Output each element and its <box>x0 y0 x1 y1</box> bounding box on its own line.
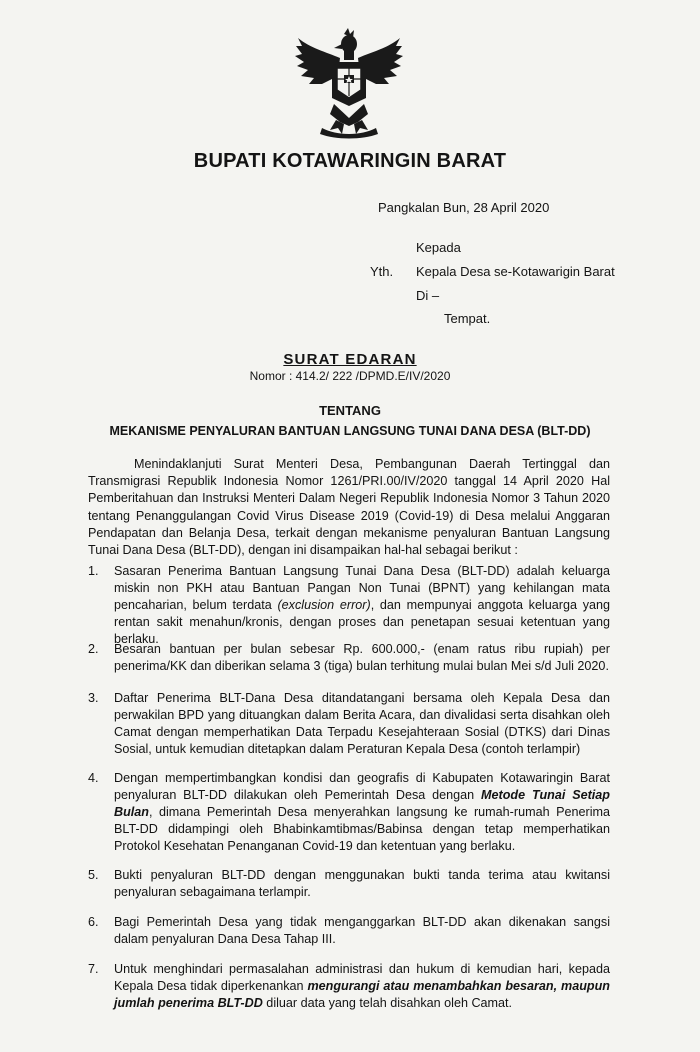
address-tempat: Tempat. <box>444 311 491 326</box>
issuer-title: BUPATI KOTAWARINGIN BARAT <box>193 150 507 172</box>
list-item: 1. Sasaran Penerima Bantuan Langsung Tunai Dana Desa (BLT-DD) adalah keluarga miskin non PKH atau Bantuan Pangan Non Tunai (BPNT) yang kehilangan mata pencaharian, belum terdata (exclusion error), dan mempunyai anggota keluarga yang rentan sakit menahun/kronis, dengan proses dan penetapan sesuai ketentuan yang berlaku. <box>88 564 611 646</box>
tentang-heading: TENTANG <box>319 403 381 418</box>
letter-title: SURAT EDARAN <box>283 351 417 368</box>
address-recipient: Kepala Desa se-Kotawarigin Barat <box>416 264 615 279</box>
letter-subject: MEKANISME PENYALURAN BANTUAN LANGSUNG TUNAI DANA DESA (BLT-DD) <box>109 424 591 438</box>
garuda-emblem-icon <box>292 28 406 140</box>
address-di: Di – <box>416 288 440 303</box>
list-item: 5. Bukti penyaluran BLT-DD dengan menggunakan bukti tanda terima atau kwitansi penyaluran sebagaimana terlampir. <box>88 868 610 899</box>
place-date: Pangkalan Bun, 28 April 2020 <box>378 200 550 215</box>
letter-number: Nomor : 414.2/ 222 /DPMD.E/IV/2020 <box>249 369 451 383</box>
address-kepada: Kepada <box>416 240 461 255</box>
intro-paragraph: Menindaklanjuti Surat Menteri Desa, Pembangunan Daerah Tertinggal dan Transmigrasi Republik Indonesia Nomor 1261/PRI.00/IV/2020 tanggal 14 April 2020 Hal Pemberitahuan dan Instruksi Menteri Dalam Negeri Republik Indonesia Nomor 3 Tahun 2020 tentang Penanggulangan Covid Virus Disease 2019 (Covid-19) di Desa melalui Anggaran Pendapatan dan Belanja Desa, terkait dengan mekanisme penyaluran Bantuan Langsung Tunai Dana Desa (BLT-DD), dengan ini disampaikan hal-hal sebagai berikut : <box>88 457 610 558</box>
list-item: 4. Dengan mempertimbangkan kondisi dan geografis di Kabupaten Kotawaringin Barat penyaluran BLT-DD dilakukan oleh Pemerintah Desa dengan Metode Tunai Setiap Bulan, dimana Pemerintah Desa menyerahkan langsung ke rumah-rumah Penerima BLT-DD didampingi oleh Bhabinkamtibmas/Babinsa dengan tetap memperhatikan Protokol Kesehatan Penanganan Covid-19 dan ketentuan yang berlaku. <box>88 771 610 853</box>
list-item: 7. Untuk menghindari permasalahan administrasi dan hukum di kemudian hari, kepada Kepala Desa tidak diperkenankan mengurangi atau menambahkan besaran, maupun jumlah penerima BLT-DD diluar data yang telah disahkan oleh Camat. <box>88 962 610 1010</box>
list-item: 2. Besaran bantuan per bulan sebesar Rp. 600.000,- (enam ratus ribu rupiah) per penerima/KK dan diberikan selama 3 (tiga) bulan terhitung mulai bulan Mei s/d Juli 2020. <box>88 642 610 673</box>
list-item: 6. Bagi Pemerintah Desa yang tidak menganggarkan BLT-DD akan dikenakan sangsi dalam penyaluran Dana Desa Tahap III. <box>88 915 610 946</box>
list-item: 3. Daftar Penerima BLT-Dana Desa ditandatangani bersama oleh Kepala Desa dan perwakilan BPD yang dituangkan dalam Berita Acara, dan divalidasi serta disahkan oleh Camat dengan memperhatikan Data Terpadu Kesejahteraan Sosial (DTKS) dari Dinas Sosial, untuk kemudian ditetapkan dalam Peraturan Kepala Desa (contoh terlampir) <box>88 691 610 756</box>
address-yth: Yth. <box>370 264 394 279</box>
